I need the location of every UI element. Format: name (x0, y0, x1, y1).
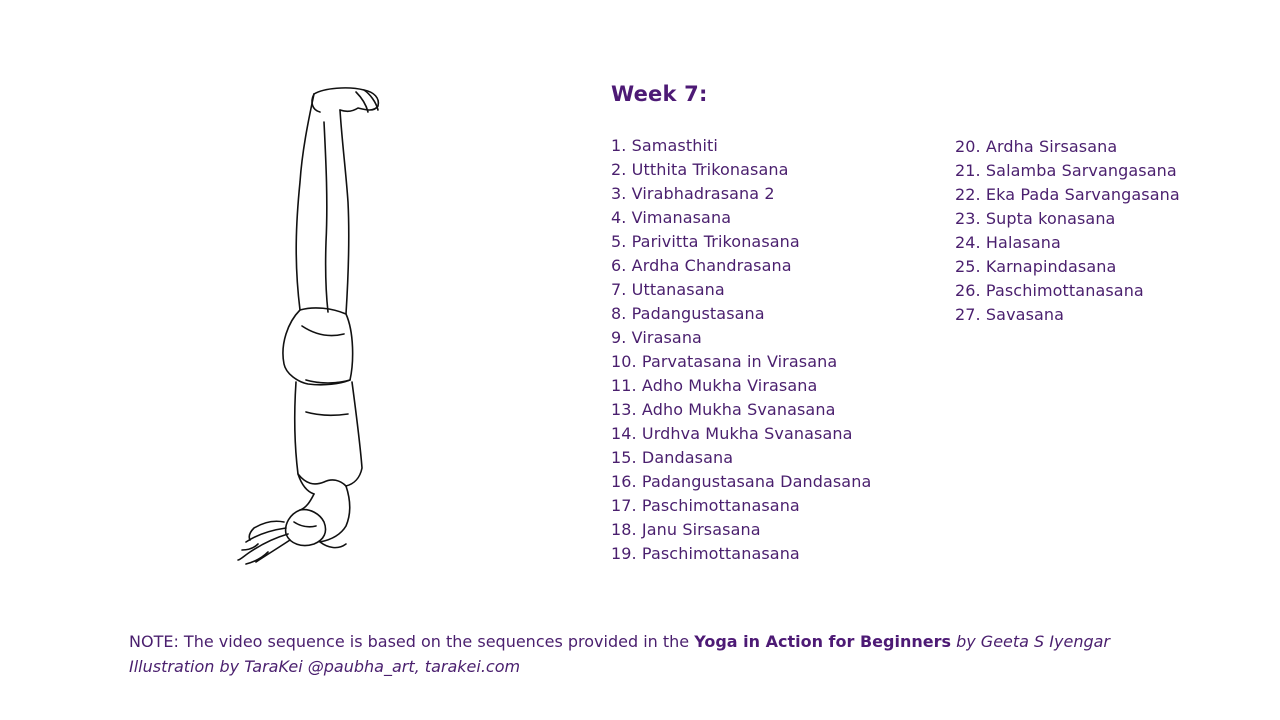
list-item: 17. Paschimottanasana (611, 496, 800, 515)
note-prefix: NOTE: The video sequence is based on the sequences provided in the (129, 632, 695, 651)
list-item: 18. Janu Sirsasana (611, 520, 761, 539)
list-item: 5. Parivitta Trikonasana (611, 232, 800, 251)
list-item: 22. Eka Pada Sarvangasana (955, 185, 1180, 204)
book-author: by Geeta S Iyengar (951, 632, 1110, 651)
pose-list-column-1 (611, 134, 871, 566)
list-item: 4. Vimanasana (611, 208, 732, 227)
list-item: 23. Supta konasana (955, 209, 1116, 228)
week-title: Week 7: (611, 82, 708, 106)
list-item: 20. Ardha Sirsasana (955, 137, 1118, 156)
list-item: 27. Savasana (955, 305, 1065, 324)
headstand-illustration (228, 82, 398, 570)
illustration-credit: Illustration by TaraKei @paubha_art, tarakei.com (129, 657, 521, 676)
pose-list-column-2 (955, 135, 1180, 327)
list-item: 9. Virasana (611, 328, 702, 347)
list-item: 15. Dandasana (611, 448, 734, 467)
list-item: 21. Salamba Sarvangasana (955, 161, 1177, 180)
list-item: 14. Urdhva Mukha Svanasana (611, 424, 853, 443)
list-item: 2. Utthita Trikonasana (611, 160, 789, 179)
list-item: 3. Virabhadrasana 2 (611, 184, 775, 203)
source-note (129, 629, 1110, 655)
list-item: 24. Halasana (955, 233, 1061, 252)
list-item: 10. Parvatasana in Virasana (611, 352, 838, 371)
list-item: 1. Samasthiti (611, 136, 718, 155)
list-item: 6. Ardha Chandrasana (611, 256, 792, 275)
list-item: 19. Paschimottanasana (611, 544, 800, 563)
book-title: Yoga in Action for Beginners (694, 632, 951, 651)
list-item: 11. Adho Mukha Virasana (611, 376, 818, 395)
list-item: 7. Uttanasana (611, 280, 725, 299)
list-item: 16. Padangustasana Dandasana (611, 472, 872, 491)
list-item: 8. Padangustasana (611, 304, 765, 323)
list-item: 26. Paschimottanasana (955, 281, 1144, 300)
list-item: 13. Adho Mukha Svanasana (611, 400, 836, 419)
list-item: 25. Karnapindasana (955, 257, 1117, 276)
